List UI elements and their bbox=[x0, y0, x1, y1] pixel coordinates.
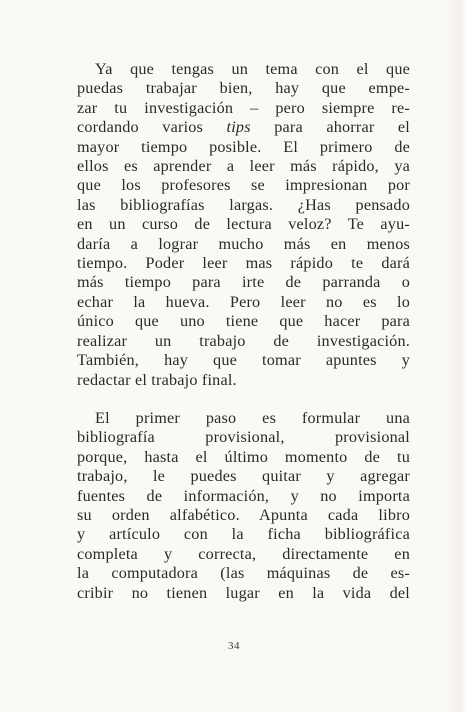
text-line: tiempo. Poder leer mas rápido te dará bbox=[77, 254, 410, 273]
paragraph-2 bbox=[77, 409, 410, 603]
text-line: completa y correcta, directamente en bbox=[77, 544, 410, 563]
text-line: la computadora (las máquinas de es- bbox=[77, 564, 410, 583]
text-line: que los profesores se impresionan por bbox=[77, 176, 410, 195]
text-line: fuentes de información, y no importa bbox=[77, 486, 410, 505]
text-line: y artículo con la ficha bibliográfica bbox=[77, 525, 410, 544]
text-line: ellos es aprender a leer más rápido, ya bbox=[77, 157, 410, 176]
text-line: También, hay que tomar apuntes y bbox=[77, 351, 410, 370]
text-line: realizar un trabajo de investigación. bbox=[77, 331, 410, 350]
text-line: las bibliografías largas. ¿Has pensado bbox=[77, 195, 410, 214]
text-line-with-italic: cordando varios tips para ahorrar el bbox=[77, 118, 410, 137]
text-line: en un curso de lectura veloz? Te ayu- bbox=[77, 215, 410, 234]
text-line: bibliografía provisional, provisional bbox=[77, 428, 410, 447]
text-line: redactar el trabajo final. bbox=[77, 370, 237, 389]
text-line: mayor tiempo posible. El primero de bbox=[77, 137, 410, 156]
text-line: cribir no tienen lugar en la vida del bbox=[77, 583, 410, 602]
page-edge-shadow bbox=[446, 0, 468, 712]
text-line: zar tu investigación – pero siempre re- bbox=[77, 98, 410, 117]
page-number: 34 bbox=[228, 640, 240, 652]
paragraph-1 bbox=[77, 60, 410, 390]
text-line: puedas trabajar bien, hay que empe- bbox=[77, 79, 410, 98]
text-line: porque, hasta el último momento de tu bbox=[77, 447, 410, 466]
text-line: único que uno tiene que hacer para bbox=[77, 312, 410, 331]
text-line: echar la hueva. Pero leer no es lo bbox=[77, 292, 410, 311]
text-line: su orden alfabético. Apunta cada libro bbox=[77, 505, 410, 524]
body-text bbox=[77, 60, 410, 603]
text-line: trabajo, le puedes quitar y agregar bbox=[77, 467, 410, 486]
text-line: daría a lograr mucho más en menos bbox=[77, 234, 410, 253]
text-line: El primer paso es formular una bbox=[95, 408, 410, 427]
italic-word: tips bbox=[226, 118, 251, 137]
text-line: Ya que tengas un tema con el que bbox=[95, 60, 410, 78]
text-line: más tiempo para irte de parranda o bbox=[77, 273, 410, 292]
